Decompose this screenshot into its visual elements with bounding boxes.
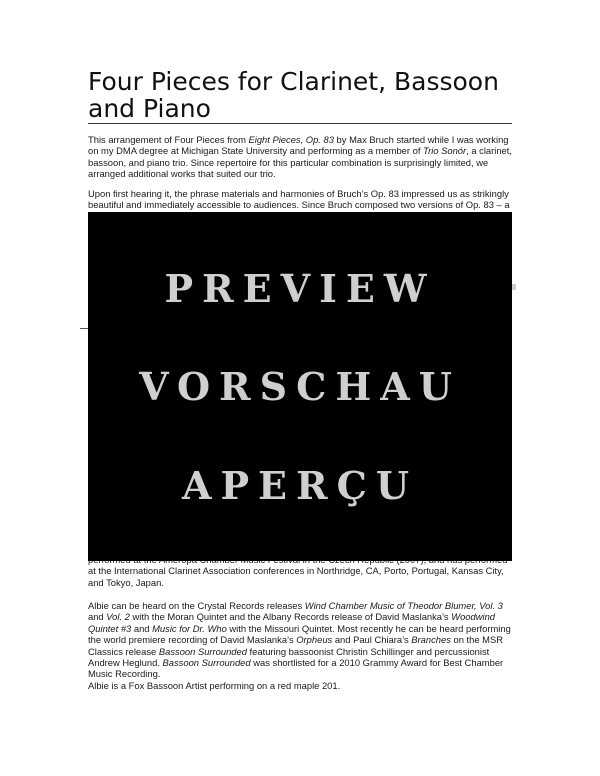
text-run: and	[88, 611, 107, 623]
text-run: with the Moran Quintet and the Albany Records release of David Maslanka’s	[129, 611, 452, 623]
text-run: Albie is a Fox Bassoon Artist performing on a red maple 201.	[88, 680, 341, 691]
text-run: This arrangement of Four Pieces from	[88, 134, 249, 145]
preview-watermark-overlay	[88, 212, 512, 561]
text-run: and	[131, 622, 153, 634]
title-divider	[88, 123, 512, 124]
page-title: Four Pieces for Clarinet, Bassoon and Piano	[88, 67, 499, 123]
italic-title-run: Branches	[411, 634, 451, 646]
watermark-text-apercu: APERÇU	[182, 462, 418, 508]
italic-title-run: Music for Dr. Who	[152, 622, 227, 634]
text-run: was shortlisted for a 2010 Grammy Award for Best Chamber Music Recording.	[88, 657, 504, 680]
italic-title-run: Bassoon Surrounded	[158, 645, 247, 657]
italic-title-run: Bassoon Surrounded	[162, 657, 251, 669]
italic-title-run: Trio Sonór	[423, 145, 467, 157]
text-run: and Paul Chiara’s	[332, 634, 412, 646]
text-run: by Max Bruch started while I was working on my DMA degree at Michigan State University and performing as a member of	[88, 134, 509, 157]
paragraph-recordings	[88, 600, 512, 680]
watermark-text-vorschau: VORSCHAU	[139, 364, 461, 409]
text-run: at the International Clarinet Association conferences in Northridge, CA, Porto, Portugal, Kansas City, and Tokyo, Japan.	[88, 565, 504, 588]
text-run: Albie can be heard on the Crystal Records releases	[88, 600, 305, 611]
italic-title-run: Orpheus	[296, 634, 333, 646]
italic-title-run: Vol. 2	[106, 611, 130, 623]
text-run: with the Missouri Quintet. Most recently he can be heard performing the world premiere recording of David Maslanka’s	[88, 622, 511, 646]
text-run: Upon first hearing it, the phrase materials and harmonies of Bruch’s Op. 83 impressed us as strikingly beautiful and immediately accessible to audiences. Since Bruch composed two versions of Op. 83 – a	[88, 188, 510, 211]
italic-title-run: Eight Pieces, Op. 83	[248, 134, 334, 145]
obscured-text-fragment	[512, 284, 516, 290]
text-run: featuring bassoonist Christin Schillinger and percussionist Andrew Heglund.	[88, 645, 490, 669]
italic-title-run: Wind Chamber Music of Theodor Blumer, Vol. 3	[304, 600, 503, 611]
text-run: , a clarinet, bassoon, and piano trio. Since repertoire for this particular combination is surprisingly limited, we arranged additional works that suited our trio.	[88, 145, 512, 180]
text-run: on the MSR Classics release	[88, 634, 503, 657]
watermark-text-preview: PREVIEW	[164, 265, 436, 311]
paragraph-intro	[88, 134, 512, 180]
italic-title-run: Woodwind Quintet #3	[88, 611, 496, 634]
paragraph-artist	[88, 680, 512, 691]
